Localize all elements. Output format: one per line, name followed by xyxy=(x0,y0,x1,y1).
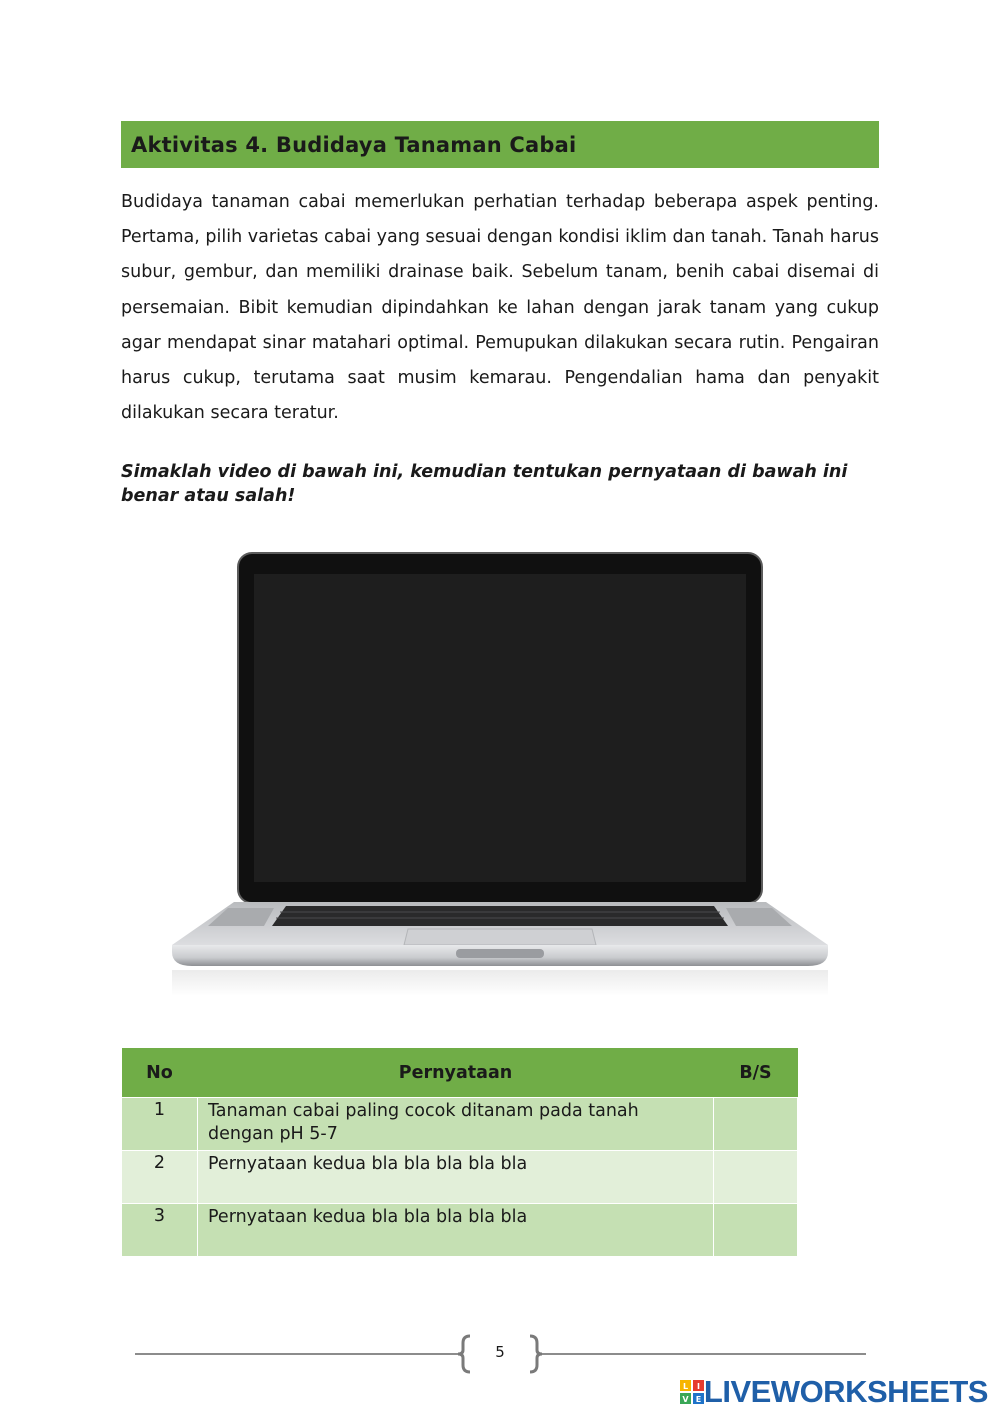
header-answer: B/S xyxy=(714,1048,798,1098)
badge-letter-l: L xyxy=(682,1382,688,1391)
badge-letter-e: E xyxy=(695,1395,702,1404)
row-statement: Pernyataan kedua bla bla bla bla bla xyxy=(198,1151,714,1204)
body-paragraph: Budidaya tanaman cabai memerlukan perhatian terhadap beberapa aspek penting. Pertama, pilih varietas cabai yang sesuai dengan kondisi iklim dan tanah. Tanah harus subur, gembur, dan memiliki drainase baik. Sebelum tanam, benih cabai disemai di persemaian. Bibit kemudian dipindahkan ke lahan dengan jarak tanam yang cukup agar mendapat sinar matahari optimal. Pemupukan dilakukan secara rutin. Pengairan harus cukup, terutama saat musim kemarau. Pengendalian hama dan penyakit dilakukan secara teratur. xyxy=(121,192,879,424)
row-number: 1 xyxy=(122,1098,198,1151)
section-header xyxy=(121,121,879,168)
liveworksheets-badge-icon xyxy=(680,1380,704,1404)
row-statement: Tanaman cabai paling cocok ditanam pada tanah dengan pH 5-7 xyxy=(198,1098,714,1151)
table-row xyxy=(122,1151,798,1204)
page-number: 5 xyxy=(495,1343,505,1361)
answer-cell[interactable] xyxy=(714,1151,798,1204)
row-statement: Pernyataan kedua bla bla bla bla bla xyxy=(198,1204,714,1257)
badge-letter-v: V xyxy=(682,1395,689,1404)
table-header-row xyxy=(122,1048,798,1098)
liveworksheets-logo[interactable] xyxy=(680,1374,988,1410)
header-no: No xyxy=(122,1048,198,1098)
header-statement: Pernyataan xyxy=(198,1048,714,1098)
row-number: 3 xyxy=(122,1204,198,1257)
answer-cell[interactable] xyxy=(714,1204,798,1257)
statement-table-container xyxy=(121,1048,797,1257)
badge-letter-i: I xyxy=(696,1382,700,1391)
row-number: 2 xyxy=(122,1151,198,1204)
video-player[interactable] xyxy=(168,550,832,1010)
liveworksheets-wordmark: LIVEWORKSHEETS xyxy=(703,1374,988,1409)
table-row xyxy=(122,1098,798,1151)
table-row xyxy=(122,1204,798,1257)
section-title: Aktivitas 4. Budidaya Tanaman Cabai xyxy=(131,132,577,157)
answer-cell[interactable] xyxy=(714,1098,798,1151)
video-screen xyxy=(254,574,746,882)
instruction-text: Simaklah video di bawah ini, kemudian tentukan pernyataan di bawah ini benar atau salah! xyxy=(121,462,848,506)
statement-table xyxy=(121,1048,798,1257)
